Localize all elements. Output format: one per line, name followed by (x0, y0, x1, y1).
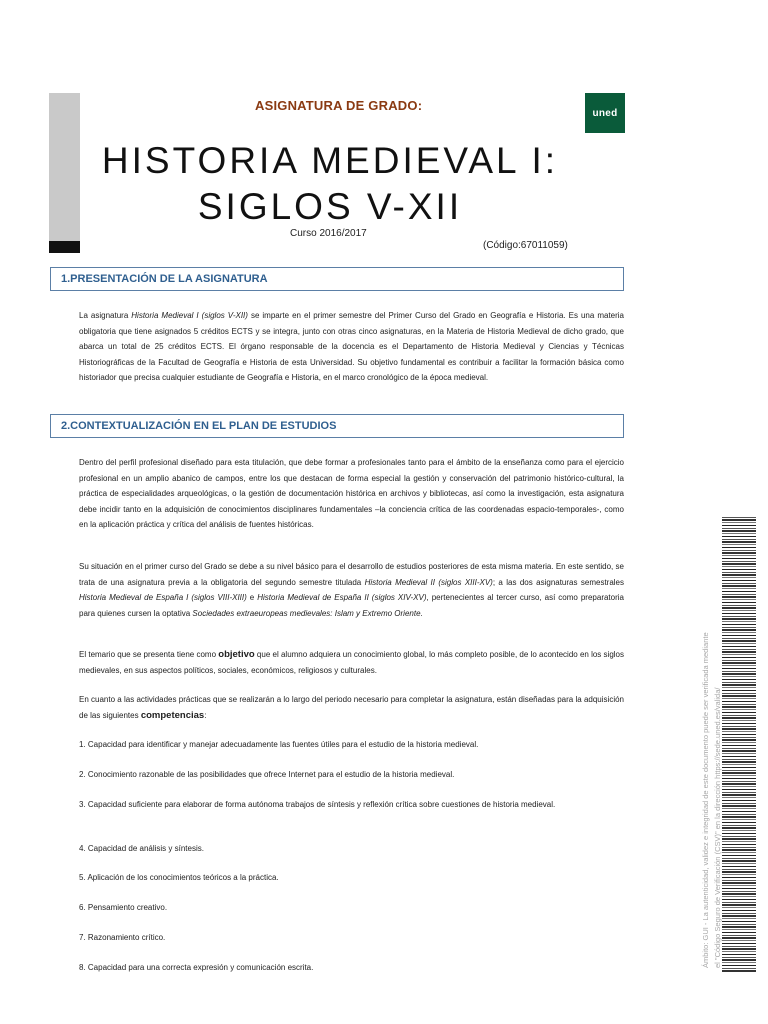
list-item: 5. Aplicación de los conocimientos teóricos a la práctica. (79, 873, 279, 882)
list-item: 8. Capacidad para una correcta expresión y comunicación escrita. (79, 963, 314, 972)
course-code: (Código:67011059) (483, 240, 568, 251)
paragraph-situacion: Su situación en el primer curso del Grado se debe a su nivel básico para el desarrollo de estudios posteriores de esta misma materia. En este sentido, se trata de una asignatura previa a la obligatoria del segundo semestre titulada Historia Medieval II (siglos XIII-XV); a las dos asignaturas semestrales Historia Medieval de España I (siglos VIII-XIII) e Historia Medieval de España II (siglos XIV-XV), pertenecientes al tercer curso, así como preparatoria para quienes cursen la optativa Sociedades extraeuropeas medievales: Islam y Extremo Oriente. (79, 562, 625, 618)
paragraph-objetivo: El temario que se presenta tiene como objetivo que el alumno adquiera un conocimiento global, lo más completo posible, de lo acontecido en los siglos medievales, en sus aspectos políticos, sociales, económicos, religiosos y culturales. (79, 649, 624, 675)
uned-logo: uned (585, 93, 625, 133)
verification-notice (700, 533, 724, 968)
section-header-contextualizacion (50, 414, 624, 438)
paragraph-competencias-intro: En cuanto a las actividades prácticas que se realizarán a lo largo del periodo necesario para completar la asignatura, están diseñadas para la adquisición de las siguientes competencias: (79, 695, 624, 721)
section-title: 1.PRESENTACIÓN DE LA ASIGNATURA (61, 273, 268, 285)
list-item: 2. Conocimiento razonable de las posibilidades que ofrece Internet para el estudio de la historia medieval. (79, 770, 455, 779)
list-item: 3. Capacidad suficiente para elaborar de forma autónoma trabajos de síntesis y reflexión crítica sobre cuestiones de historia medieval. (79, 800, 556, 809)
section-title: 2.CONTEXTUALIZACIÓN EN EL PLAN DE ESTUDIOS (61, 420, 337, 432)
section-header-presentacion (50, 267, 624, 291)
page-title-line1: HISTORIA MEDIEVAL I: (101, 140, 559, 181)
decorative-gray-bar (49, 93, 80, 243)
page-title-line2: SIGLOS V-XII (197, 186, 463, 227)
list-item: 1. Capacidad para identificar y manejar adecuadamente las fuentes útiles para el estudio de la historia medieval. (79, 740, 479, 749)
course-year: Curso 2016/2017 (290, 228, 367, 239)
verification-line2: el "Código Seguro de Verificación (CSV)" en la dirección https://sede.uned.es/valida/ (713, 687, 722, 968)
subject-type-label: ASIGNATURA DE GRADO: (255, 98, 423, 113)
paragraph-presentacion: La asignatura Historia Medieval I (siglos V-XII) se imparte en el primer semestre del Primer Curso del Grado en Geografía e Historia. Es una materia obligatoria que tiene asignados 5 créditos ECTS y se integra, junto con otras cinco asignaturas, en la Materia de Historia Medieval de dicho grado, que abarca un total de 25 créditos ECTS. El órgano responsable de la docencia es el Departamento de Historia Medieval y Ciencias y Técnicas Historiográficas de la Facultad de Geografía e Historia de esta Universidad. Su objetivo fundamental es contribuir a facilitar la formación básica como historiador que precisa cualquier estudiante de Geografía e Historia, en el marco cronológico de la época medieval. (79, 311, 624, 382)
paragraph-perfil: Dentro del perfil profesional diseñado para esta titulación, que debe formar a profesionales tanto para el ámbito de la enseñanza como para el ejercicio profesional en un amplio abanico de campos, entre los que destacan de forma especial la gestión y conservación del patrimonio histórico-cultural, la práctica de especialidades arqueológicas, o la gestión de documentación histórica en archivos y bibliotecas, así como la investigación, esta asignatura debe incidir tanto en la adquisición de conocimientos disciplinares fundamentales –la conciencia crítica de las coordenadas espacio-temporales-, como en la aplicación práctica y crítica del análisis de fuentes históricas. (79, 458, 624, 529)
list-item: 7. Razonamiento crítico. (79, 933, 166, 942)
list-item: 4. Capacidad de análisis y síntesis. (79, 844, 204, 853)
decorative-black-bar (49, 241, 80, 253)
list-item: 6. Pensamiento creativo. (79, 903, 168, 912)
barcode-icon (722, 517, 756, 972)
verification-line1: Ámbito: GUI - La autenticidad, validez e integridad de este documento puede ser verificada mediante (701, 632, 710, 968)
